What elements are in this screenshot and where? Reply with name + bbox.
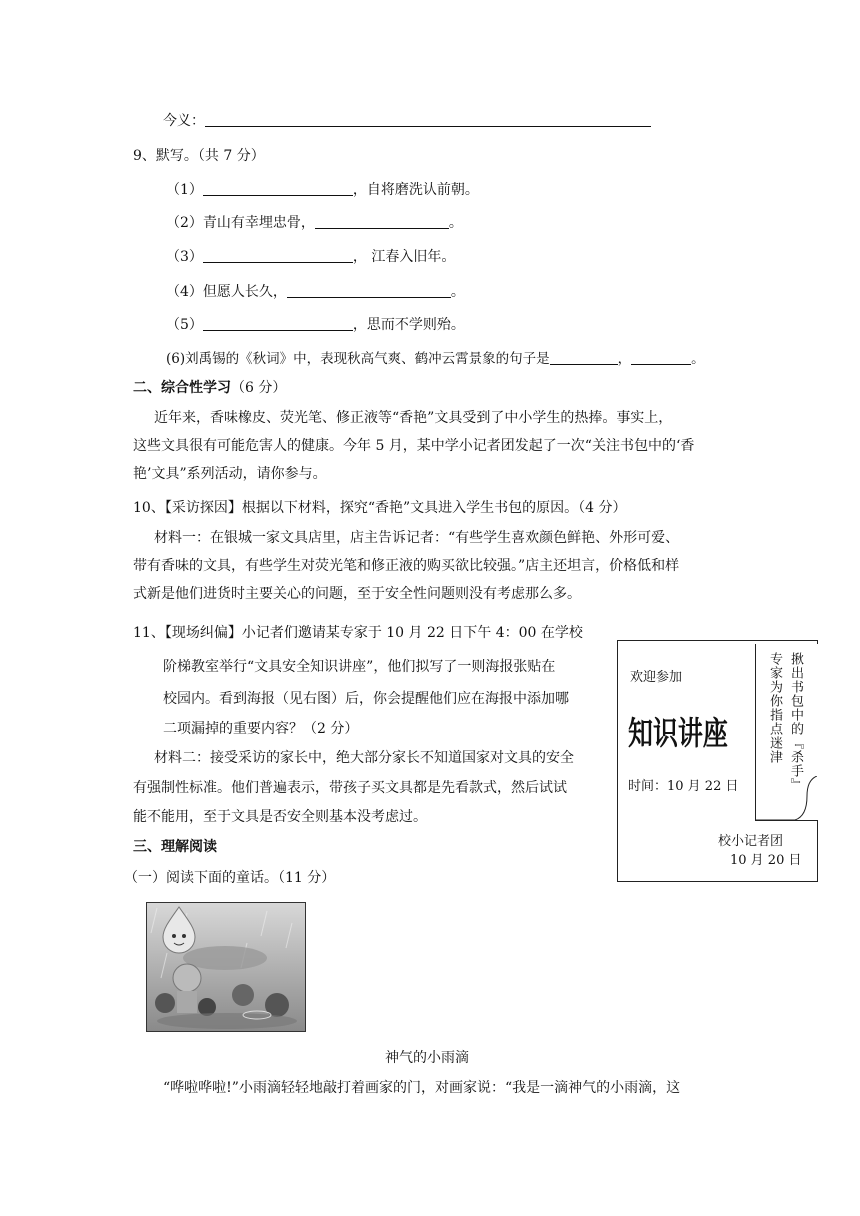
answer-blank[interactable] (287, 283, 451, 298)
meaning-line: 今义： (163, 111, 651, 131)
question-11-line: 校园内。看到海报（见右图）后，你会提醒他们应在海报中添加哪 (163, 691, 569, 707)
section-3-heading: 三、理解阅读 (133, 839, 217, 855)
section-2-heading: 二、综合性学习（6 分） (133, 380, 287, 396)
poster-welcome: 欢迎参加 (630, 670, 683, 685)
answer-blank[interactable] (550, 350, 618, 365)
poster-tag (755, 644, 818, 821)
q9-item-6: (6)刘禹锡的《秋词》中，表现秋高气爽、鹤冲云霄景象的句子是 ， 。 (166, 351, 705, 367)
poster-tag-subtitle: 专家为你指点迷津 (767, 652, 782, 764)
section-2-intro-line: 近年来，香味橡皮、荧光笔、修正液等“香艳”文具受到了中小学生的热捧。事实上， (154, 410, 673, 426)
answer-blank[interactable] (315, 214, 449, 229)
material-2-line: 有强制性标准。他们普遍表示，带孩子买文具都是先看款式，然后试试 (133, 780, 567, 796)
q9-item-5: （5） ，思而不学则殆。 (166, 317, 465, 333)
answer-blank[interactable] (203, 316, 353, 331)
reading-1-instruction: （一）阅读下面的童话。（11 分） (124, 870, 336, 886)
question-9-title: 9、默写。（共 7 分） (133, 148, 265, 164)
story-title: 神气的小雨滴 (385, 1050, 469, 1066)
q9-item-1: （1） ，自将磨洗认前朝。 (166, 182, 479, 198)
answer-blank[interactable] (203, 181, 353, 196)
q9-item-3: （3） ， 江春入旧年。 (166, 249, 456, 265)
story-first-line: “哗啦哗啦!”小雨滴轻轻地敲打着画家的门，对画家说：“我是一滴神气的小雨滴，这 (163, 1080, 681, 1096)
question-10-title: 10、【采访探因】根据以下材料，探究“香艳”文具进入学生书包的原因。（4 分） (133, 500, 627, 516)
q9-item-4: （4）但愿人长久， 。 (166, 284, 465, 300)
material-1-line: 材料一：在银城一家文具店里，店主告诉记者：“有些学生喜欢颜色鲜艳、外形可爱、 (154, 530, 680, 546)
answer-blank[interactable] (631, 350, 691, 365)
material-1-line: 式新是他们进货时主要关心的问题，至于安全性问题则没有考虑那么多。 (133, 586, 581, 602)
poster-time: 时间：10 月 22 日 (628, 779, 739, 794)
raindrop-cartoon-image (147, 903, 305, 1031)
story-illustration (146, 902, 306, 1032)
poster-tag-slogan: 揪出书包中的『杀手』 (788, 652, 803, 792)
q9-item-2: （2）青山有幸埋忠骨， 。 (166, 215, 463, 231)
poster-date: 10 月 20 日 (730, 853, 802, 868)
answer-blank[interactable] (203, 248, 353, 263)
section-2-intro-line: 艳’文具”系列活动，请你参与。 (133, 466, 327, 482)
tag-curl-icon (755, 776, 817, 836)
material-1-line: 带有香味的文具，有些学生对荧光笔和修正液的购买欲比较强。”店主还坦言，价格低和样 (133, 558, 680, 574)
question-11-line: 二项漏掉的重要内容？（2 分） (163, 721, 359, 737)
material-2-line: 能不能用，至于文具是否安全则基本没考虑过。 (133, 809, 427, 825)
answer-blank[interactable] (205, 112, 651, 127)
lecture-poster (617, 640, 818, 882)
material-2-line: 材料二：接受采访的家长中，绝大部分家长不知道国家对文具的安全 (154, 750, 574, 766)
section-2-intro-line: 这些文具很有可能危害人的健康。今年 5 月，某中学小记者团发起了一次“关注书包中的‘香 (133, 438, 695, 454)
question-11-line: 11、【现场纠偏】小记者们邀请某专家于 10 月 22 日下午 4：00 在学校 (133, 625, 583, 641)
poster-title: 知识讲座 (628, 714, 728, 752)
poster-organizer: 校小记者团 (718, 834, 784, 849)
question-11-line: 阶梯教室举行“文具安全知识讲座”，他们拟写了一则海报张贴在 (163, 659, 556, 675)
